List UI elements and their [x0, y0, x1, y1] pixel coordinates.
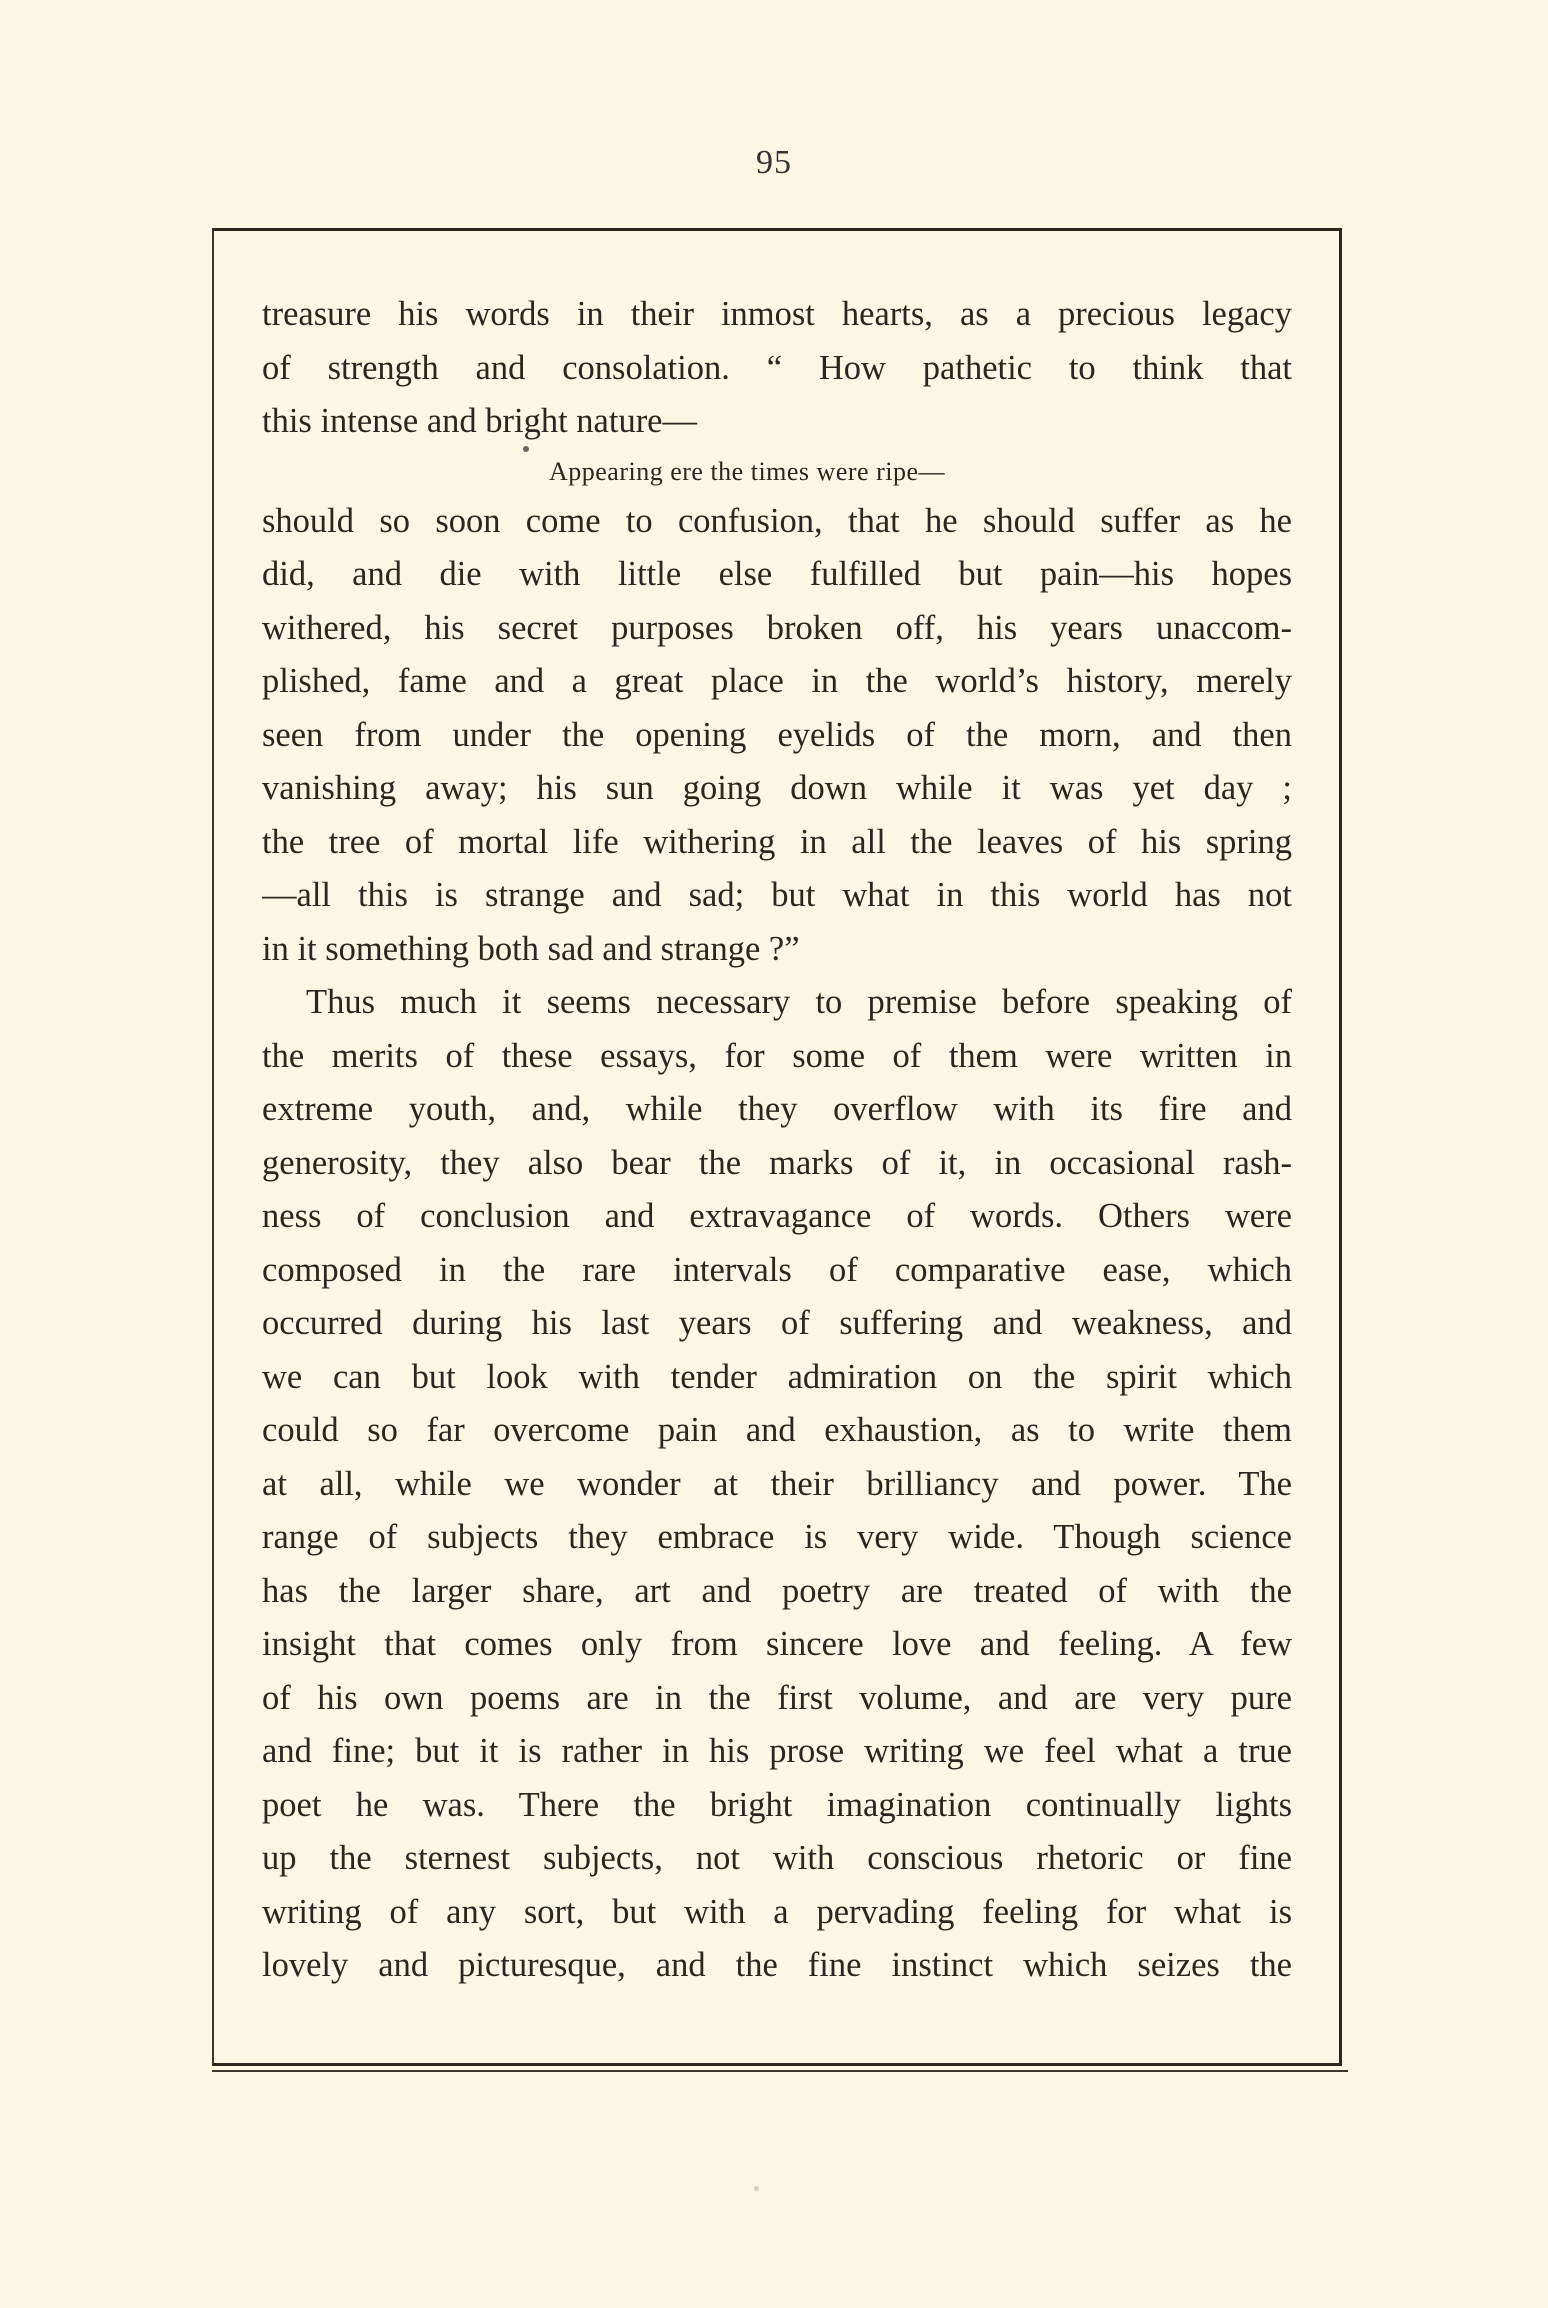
text-line: plished, fame and a great place in the world’s history, merely — [262, 662, 1292, 700]
text-line: this intense and bright nature— — [262, 402, 697, 440]
page-number: 95 — [756, 144, 792, 181]
text-line: treasure his words in their inmost hearts, as a precious legacy — [262, 295, 1292, 333]
text-line: poet he was. There the bright imagination continually lights — [262, 1785, 1292, 1824]
text-line: lovely and picturesque, and the fine instinct which seizes the — [262, 1946, 1292, 1984]
text-line: writing of any sort, but with a pervading feeling for what is — [262, 1892, 1292, 1931]
text-line: in it something both sad and strange ?” — [262, 929, 800, 968]
text-line: at all, while we wonder at their brilliancy and power. The — [262, 1464, 1292, 1503]
verse-quote: Appearing ere the times were ripe— — [548, 456, 945, 486]
text-line: we can but look with tender admiration on the spirit which — [262, 1357, 1292, 1396]
text-line: withered, his secret purposes broken off, his years unaccom- — [262, 608, 1292, 647]
frame-bottom-rule — [212, 2070, 1348, 2072]
text-line: the tree of mortal life withering in all the leaves of his spring — [262, 822, 1292, 861]
text-line: up the sternest subjects, not with conscious rhetoric or fine — [262, 1839, 1292, 1877]
text-line: could so far overcome pain and exhaustion, as to write them — [262, 1411, 1292, 1449]
text-line: composed in the rare intervals of comparative ease, which — [262, 1250, 1292, 1289]
paper-speck — [754, 2186, 759, 2191]
text-line: ness of conclusion and extravagance of words. Others were — [262, 1197, 1292, 1235]
text-line: and fine; but it is rather in his prose writing we feel what a true — [262, 1732, 1292, 1770]
text-line: the merits of these essays, for some of them were written in — [262, 1036, 1292, 1075]
text-line: occurred during his last years of suffering and weakness, and — [262, 1304, 1292, 1342]
text-line: did, and die with little else fulfilled but pain—his hopes — [262, 555, 1292, 593]
text-line: extreme youth, and, while they overflow with its fire and — [262, 1090, 1292, 1128]
paragraph-first-line: Thus much it seems necessary to premise before speaking of — [306, 983, 1292, 1021]
text-line: —all this is strange and sad; but what in this world has not — [262, 876, 1292, 914]
text-line: insight that comes only from sincere love and feeling. A few — [262, 1625, 1292, 1663]
text-line: generosity, they also bear the marks of it, in occasional rash- — [262, 1143, 1292, 1182]
text-line: range of subjects they embrace is very wide. Though science — [262, 1518, 1292, 1556]
text-line: seen from under the opening eyelids of the morn, and then — [262, 715, 1292, 754]
body-text — [262, 288, 1292, 1993]
text-line: of strength and consolation. “ How pathetic to think that — [262, 348, 1292, 387]
text-line: has the larger share, art and poetry are treated of with the — [262, 1571, 1292, 1610]
text-line: of his own poems are in the first volume, and are very pure — [262, 1678, 1292, 1717]
text-line: vanishing away; his sun going down while it was yet day ; — [262, 769, 1292, 807]
text-line: should so soon come to confusion, that he should suffer as he — [262, 501, 1292, 540]
